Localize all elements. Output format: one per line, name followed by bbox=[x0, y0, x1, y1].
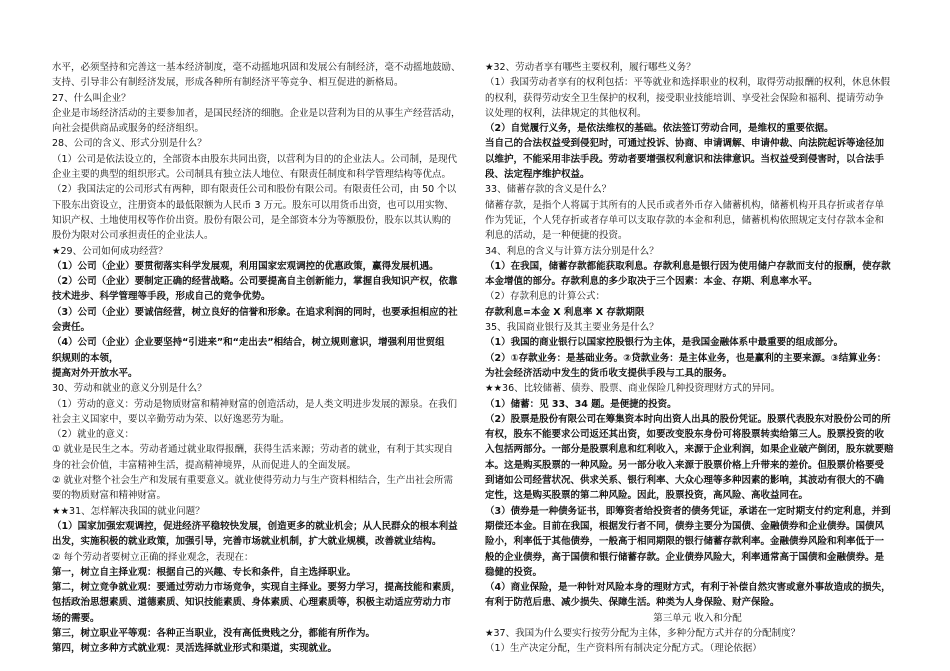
right-text-line: 定性，这是购买股票的第二种风险。因此，股票投资，高风险、高收益同在。 bbox=[485, 490, 809, 502]
right-text-line: 本。这是购买股票的一种风险。另一部分收入来源于股票价格上升带来的差价。但股票价格要受 bbox=[485, 459, 885, 471]
right-text-line: （1）生产决定分配，生产资料所有制决定分配方式。（理论依据） bbox=[485, 643, 762, 655]
left-text-line: 下股东出资设立，注册资本的最低限额为人民币 3 万元。股东可以用货币出资，也可以用实物、 bbox=[52, 199, 454, 211]
left-text-line: （1）国家加强宏观调控，促进经济平稳较快发展，创造更多的就业机会；从人民群众的根本利益 bbox=[52, 520, 458, 532]
left-text-line: ② 就业对整个社会生产和发展有重要意义。就业使得劳动力与生产资料相结合，生产出社会所需 bbox=[52, 475, 454, 487]
right-text-line: （2）存款利息的计算公式： bbox=[485, 291, 606, 303]
left-text-line: ★29、公司如何成功经营？ bbox=[52, 245, 168, 257]
left-text-line: 28、公司的含义、形式分别是什么？ bbox=[52, 138, 207, 150]
right-text-line: 入包括两部分。一部分是股票利息和红利收入，来源于企业利润，如果企业破产倒闭，股东就要赔 bbox=[485, 444, 894, 456]
left-text-line: 企业主要的典型的组织形式。公司制具有独立法人地位、有限责任制度和科学管理结构等优点。 bbox=[52, 169, 452, 181]
right-text-line: （1）储蓄：见 33、34 题。是便捷的投资。 bbox=[485, 398, 677, 410]
left-text-line: （2）公司（企业）要制定正确的经营战略。公司要提高自主创新能力，掌握自我知识产权，依靠 bbox=[52, 276, 458, 288]
left-column bbox=[52, 60, 470, 657]
right-text-line: （1）我国的商业银行以国家控股银行为主体，是我国金融体系中最重要的组成部分。 bbox=[485, 337, 844, 349]
right-text-line: ★★36、比较储蓄、债券、股票、商业保险几种投资理财方式的异同。 bbox=[485, 383, 781, 395]
right-text-line: 有权，股东不能要求公司返还其出资，如要改变股东身份可将股票转卖给第三人。股票投资的收 bbox=[485, 429, 885, 441]
left-text-line: 向社会提供商品或服务的经济组织。 bbox=[52, 123, 205, 135]
right-text-line: 稳健的投资。 bbox=[485, 566, 543, 578]
left-text-line: （1）公司是依法设立的，全部资本由股东共同出资，以营利为目的的企业法人。公司制，是现代 bbox=[52, 153, 458, 165]
left-text-line: 技术进步、科学管理等手段，形成自己的竞争优势。 bbox=[52, 291, 271, 303]
right-text-line: （3）债券是一种债务证书，即筹资者给投资者的债务凭证，承诺在一定时期支付约定利息，并到 bbox=[485, 505, 891, 517]
left-text-line: 第二，树立竞争就业观：要通过劳动力市场竞争，实现自主择业。要努力学习，提高技能和素质， bbox=[52, 582, 461, 594]
left-text-line: （2）我国法定的公司形式有两种，即有限责任公司和股份有限公司。有限责任公司，由 50 个以 bbox=[52, 184, 457, 196]
left-text-line: 第一，树立自主择业观：根据自己的兴趣、专长和条件，自主选择职业。 bbox=[52, 566, 357, 578]
right-text-line: 作为凭证，个人凭存折或者存单可以支取存款的本金和利息，储蓄机构依照规定支付存款本金和 bbox=[485, 214, 885, 226]
right-text-line: ★37、我国为什么要实行按劳分配为主体，多种分配方式并存的分配制度？ bbox=[485, 627, 801, 639]
right-text-line: 第三单元 收入和分配 bbox=[653, 612, 742, 624]
right-text-line: 有利于防范后患、减少损失、保障生活。种类为人身保险、财产保险。 bbox=[485, 597, 780, 609]
right-text-line: 34、利息的含义与计算方法分别是什么？ bbox=[485, 245, 659, 257]
right-column bbox=[485, 60, 910, 657]
left-text-line: 支持、引导非公有制经济发展，形成各种所有制经济平等竞争、相互促进的新格局。 bbox=[52, 77, 404, 89]
right-text-line: 35、我国商业银行及其主要业务是什么？ bbox=[485, 322, 659, 334]
left-text-line: 提高对外开放水平。 bbox=[52, 367, 138, 379]
right-text-line: 利息的活动，是一种便捷的投资。 bbox=[485, 230, 628, 242]
right-text-line: 以维护，不能采用非法手段。劳动者要增强权利意识和法律意识。当权益受到侵害时，以合法手 bbox=[485, 153, 885, 165]
right-text-line: 当自己的合法权益受到侵犯时，可通过投诉、协商、申请调解、申请仲裁、向法院起诉等途径加 bbox=[485, 138, 885, 150]
left-text-line: 身的社会价值，丰富精神生活，提高精神境界，从而促进人的全面发展。 bbox=[52, 459, 357, 471]
left-text-line: （4）公司（企业）企业要坚持“引进来”和“走出去”相结合，树立规则意识，增强利用世贸组 bbox=[52, 337, 445, 349]
left-text-line: 织规则的本领， bbox=[52, 352, 119, 364]
left-text-line: 第四，树立多种方式就业观：灵活选择就业形式和渠道，实现就业。 bbox=[52, 643, 338, 655]
left-text-line: ★★31、怎样解决我国的就业问题？ bbox=[52, 505, 205, 517]
left-text-line: 社会主义国家中，要以辛勤劳动为荣、以好逸恶劳为耻。 bbox=[52, 413, 290, 425]
left-text-line: 会责任。 bbox=[52, 322, 91, 334]
left-text-line: 要的物质财富和精神财富。 bbox=[52, 490, 167, 502]
right-text-line: 的权利，获得劳动安全卫生保护的权利，接受职业技能培训、享受社会保险和福利、提请劳动争 bbox=[485, 92, 885, 104]
left-text-line: 27、什么叫企业？ bbox=[52, 92, 131, 104]
left-text-line: （1）公司（企业）要贯彻落实科学发展观，利用国家宏观调控的优惠政策，赢得发展机遇。 bbox=[52, 260, 439, 272]
left-text-line: 场的需要。 bbox=[52, 612, 100, 624]
right-text-line: （2）①存款业务：是基础业务。②贷款业务：是主体业务，也是赢利的主要来源。③结算业务： bbox=[485, 352, 887, 364]
left-text-line: 知识产权、土地使用权等作价出资。股份有限公司，是全部资本分为等额股份，股东以其认购的 bbox=[52, 214, 452, 226]
right-text-line: 般的企业债券，高于国债和银行储蓄存款。企业债券风险大，利率通常高于国债和金融债券。是 bbox=[485, 551, 885, 563]
right-text-line: 到诸如公司经营状况、供求关系、银行利率、大众心理等多种因素的影响，其波动有很大的不确 bbox=[485, 475, 885, 487]
right-text-line: ★32、劳动者享有哪些主要权利，履行哪些义务？ bbox=[485, 62, 696, 73]
right-text-line: （1）在我国，储蓄存款都能获取利息。存款利息是银行因为使用储户存款而支付的报酬，使存款 bbox=[485, 260, 891, 272]
right-text-line: 本金增值的部分。存款利息的多少取决于三个因素：本金、存期、利息率水平。 bbox=[485, 276, 818, 288]
right-text-line: （2）自觉履行义务，是依法维权的基础。依法签订劳动合同，是维权的重要依据。 bbox=[485, 123, 834, 135]
left-text-line: 包括政治思想素质、道德素质、知识技能素质、身体素质、心理素质等，积极主动适应劳动力市 bbox=[52, 597, 452, 609]
right-text-line: 险小，利率低于其他债券，一般高于相同期限的银行储蓄存款利率。金融债券风险和利率低于一 bbox=[485, 536, 885, 548]
right-text-line: 为社会经济活动中发生的货币收支提供手段与工具的服务。 bbox=[485, 367, 733, 379]
right-text-line: 储蓄存款，是指个人将属于其所有的人民币或者外币存入储蓄机构，储蓄机构开具存折或者存单 bbox=[485, 199, 885, 211]
right-text-line: （4）商业保险，是一种针对风险本身的理财方式，有利于补偿自然灾害或意外事故造成的损失， bbox=[485, 582, 891, 594]
left-text-line: （2）就业的意义： bbox=[52, 429, 135, 441]
left-text-line: 股份为限对公司承担责任的企业法人。 bbox=[52, 230, 214, 242]
right-text-line: 段、法定程序维护权益。 bbox=[485, 169, 590, 181]
left-text-line: 第三，树立职业平等观：各种正当职业，没有高低贵贱之分，都能有所作为。 bbox=[52, 627, 376, 639]
right-text-line: （1）我国劳动者享有的权利包括：平等就业和选择职业的权利，取得劳动报酬的权利，休息休假 bbox=[485, 77, 891, 89]
left-text-line: ① 就业是民生之本。劳动者通过就业取得报酬，获得生活来源；劳动者的就业，有利于其实现自 bbox=[52, 444, 454, 456]
right-text-line: 存款利息=本金 X 利息率 X 存款期限 bbox=[485, 306, 645, 318]
left-text-line: （1）劳动的意义：劳动是物质财富和精神财富的创造活动，是人类文明进步发展的源泉。在我们 bbox=[52, 398, 458, 410]
left-text-line: 水平，必须坚持和完善这一基本经济制度，毫不动摇地巩固和发展公有制经济，毫不动摇地鼓励、 bbox=[52, 62, 461, 73]
left-text-line: ② 每个劳动者要树立正确的择业观念，表现在： bbox=[52, 551, 254, 563]
right-text-line: 期偿还本金。目前在我国，根据发行者不同，债券主要分为国债、金融债券和企业债券。国债风 bbox=[485, 520, 885, 532]
right-text-line: 33、储蓄存款的含义是什么？ bbox=[485, 184, 612, 196]
left-text-line: （3）公司（企业）要诚信经营，树立良好的信誉和形象。在追求利润的同时，也要承担相应的社 bbox=[52, 306, 458, 318]
left-text-line: 30、劳动和就业的意义分别是什么？ bbox=[52, 383, 207, 395]
right-text-line: （2）股票是股份有限公司在筹集资本时向出资人出具的股份凭证。股票代表股东对股份公司的所 bbox=[485, 413, 891, 425]
left-text-line: 出发，实施积极的就业政策，加强引导，完善市场就业机制，扩大就业规模，改善就业结构。 bbox=[52, 536, 442, 548]
left-text-line: 企业是市场经济活动的主要参加者，是国民经济的细胞。企业是以营利为目的从事生产经营活动， bbox=[52, 107, 461, 119]
right-text-line: 议处理的权利，法律规定的其他权利。 bbox=[485, 107, 647, 119]
